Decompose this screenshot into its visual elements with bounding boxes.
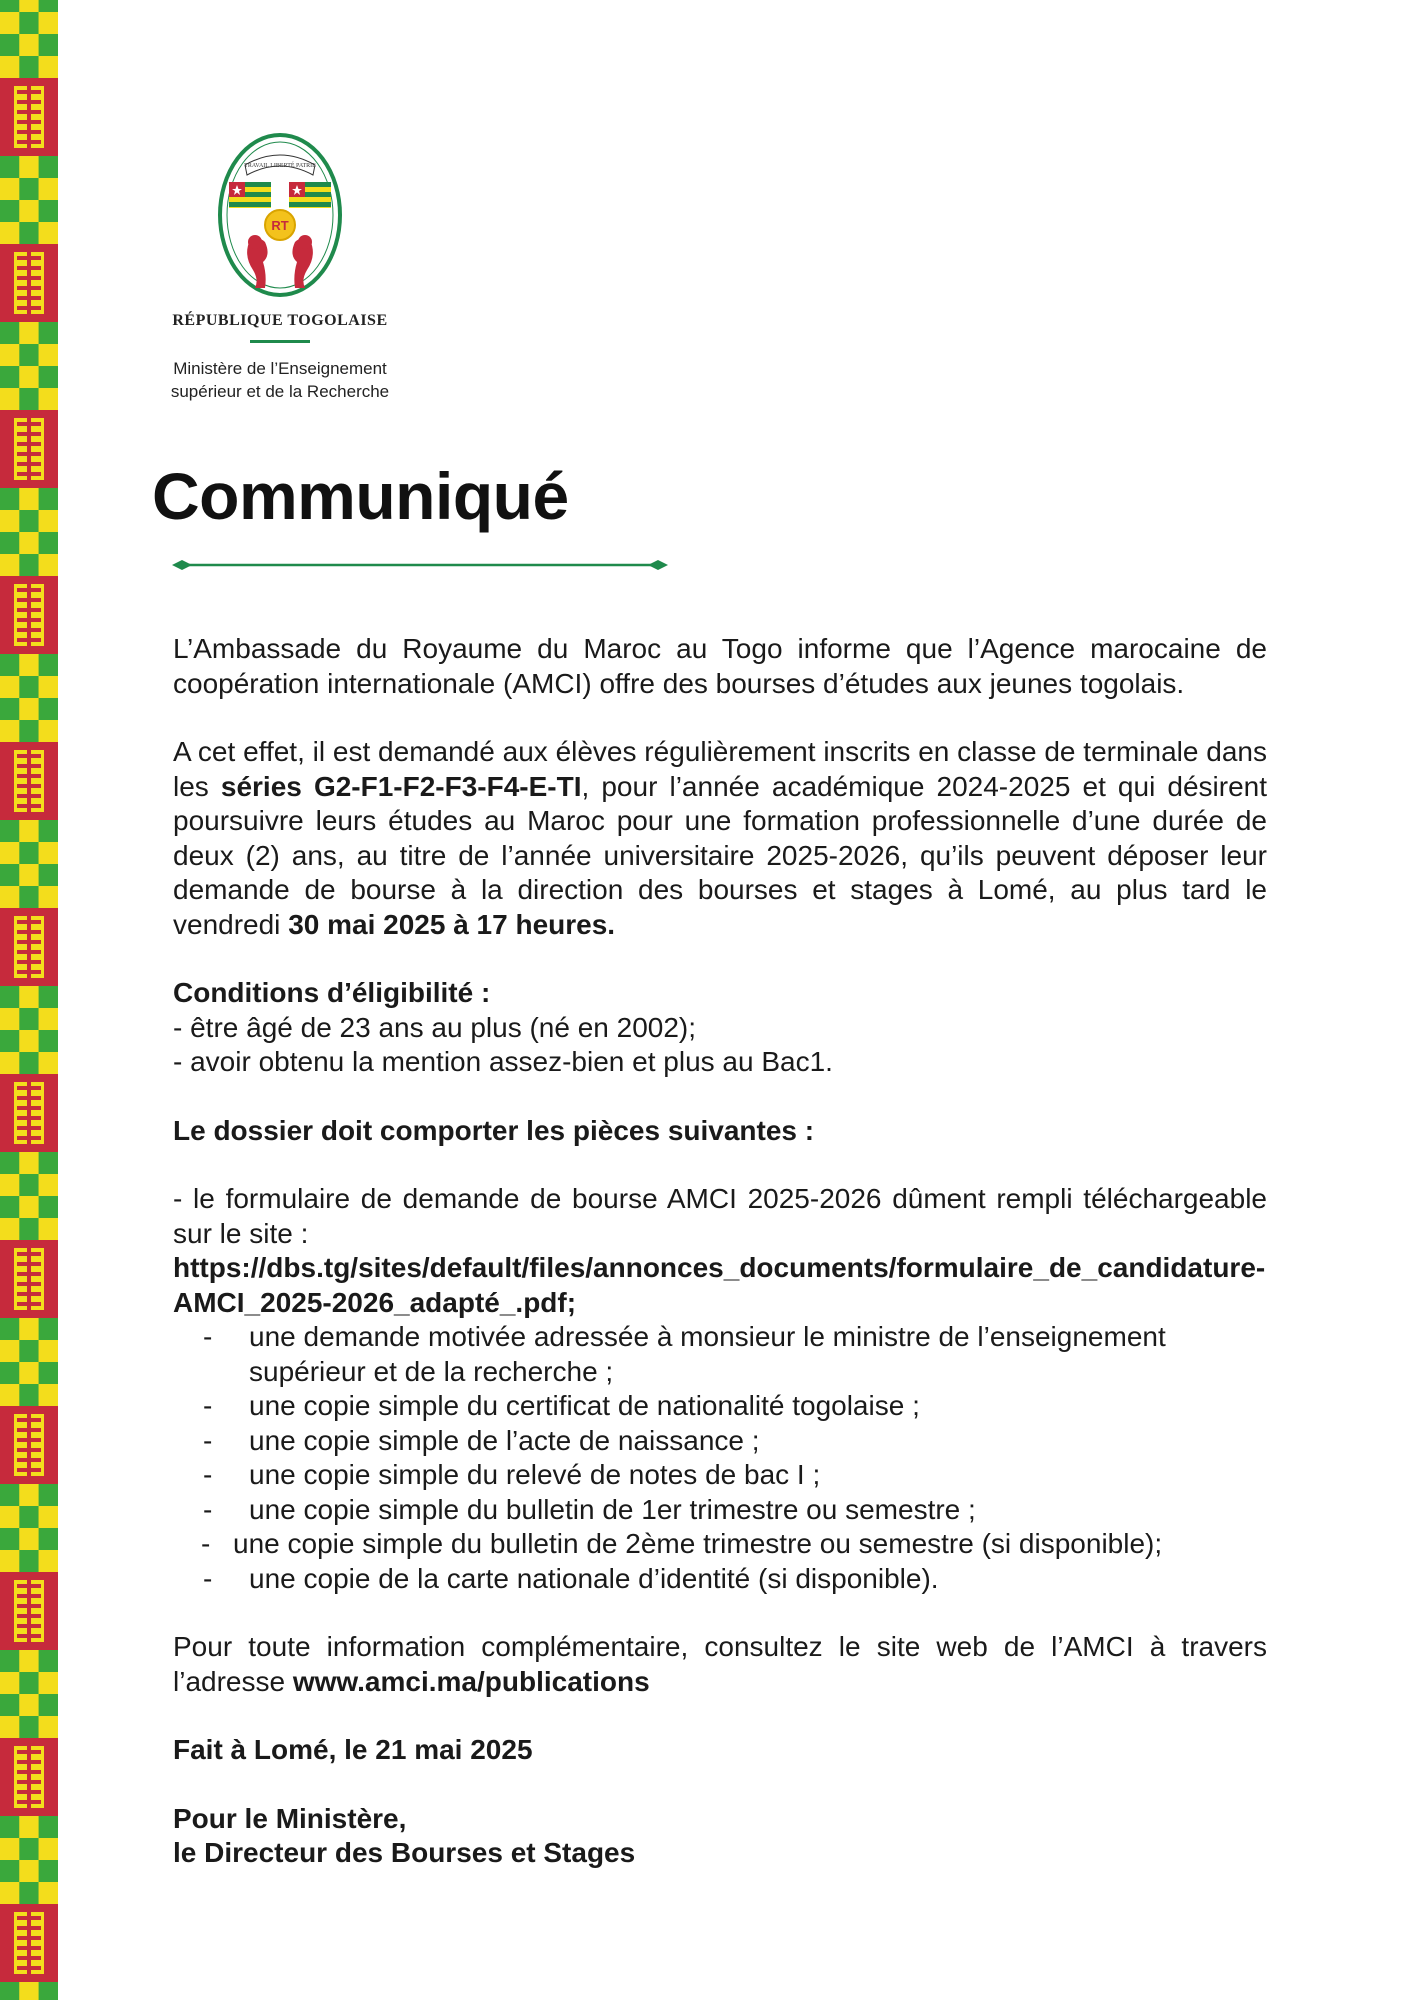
eligibility-heading: Conditions d’éligibilité : <box>173 977 491 1008</box>
ministry-name <box>150 357 410 403</box>
communique-body <box>173 632 1267 1871</box>
coat-of-arms-emblem <box>215 130 345 300</box>
intro-paragraph: L’Ambassade du Royaume du Maroc au Togo informe que l’Agence marocaine de coopération internationale (AMCI) offre des bourses d’études aux jeunes togolais. <box>173 633 1267 699</box>
header-divider <box>250 340 310 343</box>
dossier-item: - une copie simple du bulletin de 1er trimestre ou semestre ; <box>173 1493 1267 1528</box>
dossier-item: - une copie simple de l’acte de naissance ; <box>173 1424 1267 1459</box>
signature-line-1: Pour le Ministère, <box>173 1802 407 1834</box>
dossier-heading: Le dossier doit comporter les pièces suivantes : <box>173 1114 815 1146</box>
place-date: Fait à Lomé, le 21 mai 2025 <box>173 1734 533 1765</box>
eligibility-item: - avoir obtenu la mention assez-bien et plus au Bac1. <box>173 1046 833 1077</box>
form-item: - le formulaire de demande de bourse AMCI 2025-2026 dûment rempli téléchargeable sur le site : <box>173 1183 1267 1249</box>
amci-website-link[interactable]: www.amci.ma/publications <box>292 1665 650 1697</box>
form-url-link[interactable]: https://dbs.tg/sites/default/files/annonces_documents/formulaire_de_candidature-AMCI_2025-2026_adapté_.pdf; <box>173 1252 1266 1318</box>
info-paragraph: Pour toute information complémentaire, consultez le site web de l’AMCI à travers l’adresse www.amci.ma/publications <box>173 1631 1267 1697</box>
instructions-paragraph: A cet effet, il est demandé aux élèves régulièrement inscrits en classe de terminale dans les séries G2-F1-F2-F3-F4-E-TI, pour l’année académique 2024-2025 et qui désirent poursuivre leurs études au Maroc pour une formation professionnelle d’une durée de deux (2) ans, au titre de l’année universitaire 2025-2026, qu’ils peuvent déposer leur demande de bourse à la direction des bourses et stages à Lomé, au plus tard le vendredi 30 mai 2025 à 17 heures. <box>173 736 1267 940</box>
motto-text: TRAVAIL LIBERTÉ PATRIE <box>244 163 316 169</box>
kente-border <box>0 0 58 2000</box>
dossier-item: - une copie de la carte nationale d’identité (si disponible). <box>173 1562 1267 1597</box>
left-flag-icon <box>229 182 271 208</box>
ministry-line-1: Ministère de l’Enseignement <box>173 359 387 378</box>
right-flag-icon <box>289 182 331 208</box>
eligibility-item: - être âgé de 23 ans au plus (né en 2002); <box>173 1011 697 1043</box>
series-text: séries G2-F1-F2-F3-F4-E-TI <box>220 770 582 802</box>
deadline-text: 30 mai 2025 à 17 heures. <box>288 908 616 940</box>
title-divider <box>172 558 668 572</box>
header <box>150 130 410 403</box>
republic-name: RÉPUBLIQUE TOGOLAISE <box>172 312 388 329</box>
dossier-item: - une copie simple du bulletin de 2ème trimestre ou semestre (si disponible); <box>173 1527 1267 1562</box>
dossier-item: - une demande motivée adressée à monsieur le ministre de l’enseignement supérieur et de la recherche ; <box>173 1320 1267 1389</box>
dossier-item: - une copie simple du relevé de notes de bac I ; <box>173 1458 1267 1493</box>
ministry-line-2: supérieur et de la Recherche <box>170 382 390 401</box>
dossier-item: - une copie simple du certificat de nationalité togolaise ; <box>173 1389 1267 1424</box>
page-title: Communiqué <box>152 459 569 533</box>
emblem-initials: RT <box>271 218 289 233</box>
signature-line-2: le Directeur des Bourses et Stages <box>173 1837 636 1868</box>
